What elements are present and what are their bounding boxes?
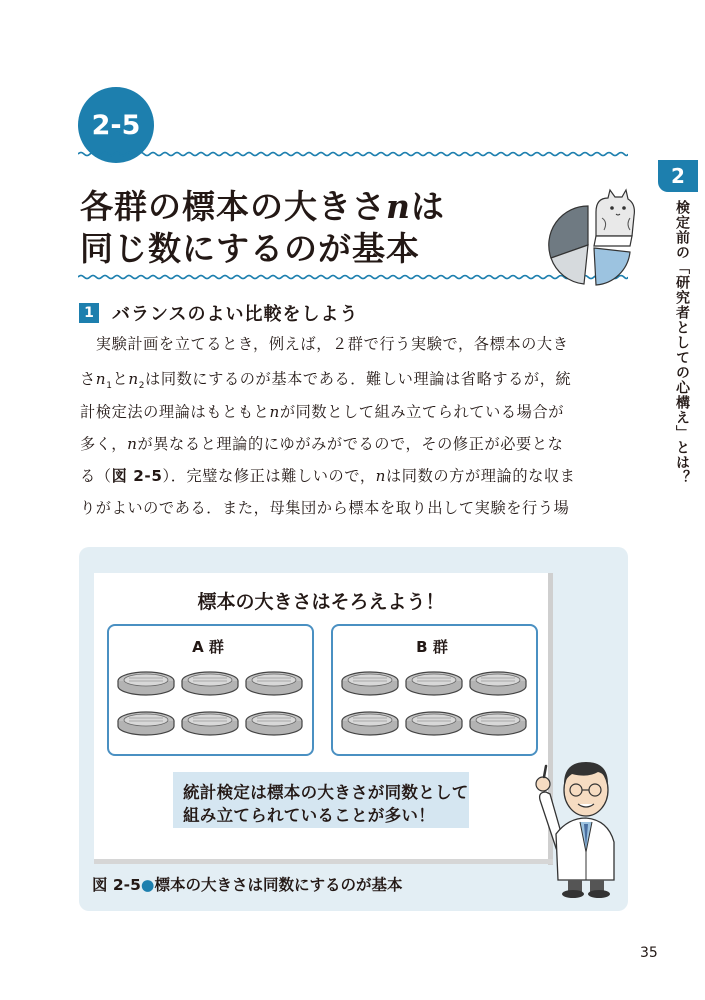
figure-caption: 図 2-5●標本の大きさは同数にするのが基本 [92,876,403,894]
petri-dishes [107,664,534,744]
group-a-label: A 群 [192,638,224,656]
body-line-2: さ$n_1$と$n_2$は同数にするのが基本である．難しい理論は省略するが，統 [80,370,572,392]
petri-dish-icon [342,712,398,735]
body-line-4: 多く，nが異なると理論的にゆがみがでるので，その修正が必要とな [80,435,564,453]
petri-dish-icon [118,672,174,695]
body-line-1: 実験計画を立てるとき，例えば，２群で行う実験で，各標本の大き [80,335,569,353]
figure-title: 標本の大きさはそろえよう！ [197,591,445,613]
figure-reference: 図 2-5 [111,467,163,485]
professor-illustration [528,752,628,900]
chapter-tab-number: 2 [658,160,698,192]
petri-dish-icon [182,672,238,695]
title-rule-top [78,150,628,158]
petri-dish-icon [342,672,398,695]
group-b-label: B 群 [416,638,448,656]
subsection-number: 1 [79,303,99,323]
subsection-title: バランスのよい比較をしよう [112,304,359,325]
chapter-title-line2: 同じ数にするのが基本 [80,229,420,268]
callout-line-2: 組み立てられていることが多い！ [183,806,435,825]
page-number: 35 [640,945,658,961]
body-line-3: 計検定法の理論はもともとnが同数として組み立てられている場合が [80,403,565,421]
petri-dish-icon [182,712,238,735]
petri-dish-icon [406,672,462,695]
petri-dish-icon [406,712,462,735]
petri-dish-icon [470,672,526,695]
section-badge: 2-5 [78,87,154,163]
cat-illustration [594,190,634,246]
petri-dish-icon [470,712,526,735]
callout-line-1: 統計検定は標本の大きさが同数として [183,783,469,802]
petri-dish-icon [246,712,302,735]
chapter-title-line1: 各群の標本の大きさnは [80,187,445,226]
body-line-5: る（図 2-5）．完璧な修正は難しいので，nは同数の方が理論的な収ま [80,467,576,485]
petri-dish-icon [246,672,302,695]
body-line-6: りがよいのである．また，母集団から標本を取り出して実験を行う場 [80,499,570,517]
chapter-tab-title: 検定前の「研究者としての心構え」とは？ [674,200,690,485]
figure-card-shadow [94,859,553,864]
petri-dish-icon [118,712,174,735]
pie-chart-illustration [546,188,638,286]
